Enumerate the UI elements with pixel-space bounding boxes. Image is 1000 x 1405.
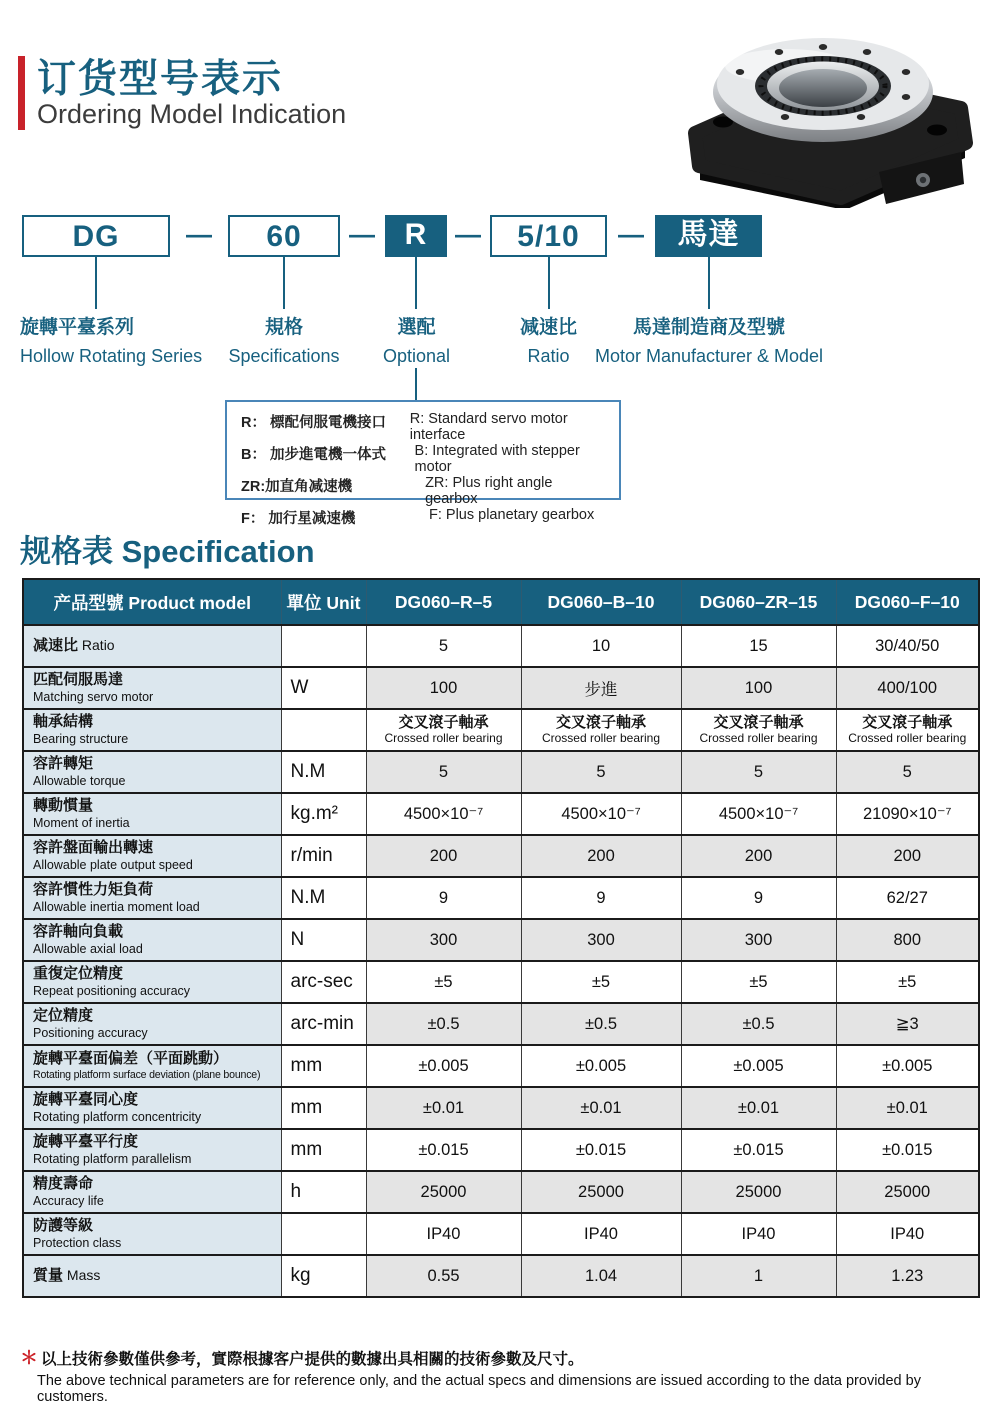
value-zh: 交叉滾子軸承	[713, 714, 804, 732]
row-label-zh: 匹配伺服馬達	[33, 671, 124, 689]
row-value-cell: ±5	[836, 961, 979, 1003]
row-unit-cell: mm	[281, 1087, 366, 1129]
value-zh: 交叉滾子軸承	[555, 714, 646, 732]
row-unit-cell: N.M	[281, 877, 366, 919]
optional-detail-zh: F： 加行星减速機	[241, 511, 356, 527]
model-code-box-1: 60	[228, 215, 340, 257]
optional-detail-zh: ZR:加直角减速機	[241, 479, 353, 495]
optional-detail-row	[241, 475, 605, 507]
row-unit-cell: h	[281, 1171, 366, 1213]
row-value-cell: 4500×10⁻⁷	[681, 793, 836, 835]
row-label-cell	[23, 1045, 281, 1087]
spec-table-row	[23, 1213, 979, 1255]
row-value-cell: 1	[681, 1255, 836, 1297]
row-label-en: Allowable torque	[33, 773, 126, 788]
row-label-zh: 轉動慣量	[33, 797, 94, 815]
spec-table-row	[23, 835, 979, 877]
row-value-cell: 5	[521, 751, 681, 793]
spec-table-row	[23, 1087, 979, 1129]
row-label-en: Protection class	[33, 1235, 122, 1250]
row-label-en: Rotating platform parallelism	[33, 1151, 192, 1166]
row-label-cell	[23, 1171, 281, 1213]
row-value-cell: ±0.015	[366, 1129, 521, 1171]
row-label-cell	[23, 961, 281, 1003]
model-code-box-4: 馬達	[655, 215, 762, 257]
code-label-zh: 選配	[397, 317, 436, 338]
row-unit-cell: mm	[281, 1129, 366, 1171]
asterisk-marker: ＊	[20, 1348, 38, 1368]
row-value-cell: ±0.5	[521, 1003, 681, 1045]
row-label-en: Repeat positioning accuracy	[33, 983, 191, 998]
value-en: Crossed roller bearing	[384, 731, 503, 746]
spec-column-header: DG060–F–10	[836, 579, 979, 625]
row-value-cell: ±5	[681, 961, 836, 1003]
spec-table-row	[23, 1045, 979, 1087]
optional-details-list	[225, 400, 621, 527]
row-value-cell: 10	[521, 625, 681, 667]
row-label-line	[33, 1267, 275, 1286]
connector-line	[548, 257, 550, 309]
row-value-cell: 200	[366, 835, 521, 877]
row-value-cell: 5	[366, 625, 521, 667]
row-value-cell: ≧3	[836, 1003, 979, 1045]
spec-table-row	[23, 1003, 979, 1045]
row-label-zh: 軸承結構	[33, 713, 94, 731]
value-en: Crossed roller bearing	[848, 731, 967, 746]
code-label-en: Ratio	[527, 346, 570, 366]
row-value-cell: 4500×10⁻⁷	[521, 793, 681, 835]
spec-table-row	[23, 1129, 979, 1171]
row-unit-cell	[281, 709, 366, 751]
row-label-en: Allowable axial load	[33, 941, 143, 956]
row-value-cell: 25000	[521, 1171, 681, 1213]
row-label-cell	[23, 625, 281, 667]
row-value-cell: 200	[521, 835, 681, 877]
row-value-cell: 300	[681, 919, 836, 961]
row-label-cell	[23, 709, 281, 751]
row-label-en: Mass	[63, 1266, 101, 1283]
row-value-cell: 9	[681, 877, 836, 919]
row-label-zh: 容許盤面輸出轉速	[33, 839, 154, 857]
spec-section-heading: 规格表 Specification	[20, 534, 315, 569]
row-label-zh: 旋轉平臺同心度	[33, 1091, 139, 1109]
row-label-cell	[23, 1213, 281, 1255]
row-value-cell: 25000	[836, 1171, 979, 1213]
row-value-cell: ±0.015	[836, 1129, 979, 1171]
spec-column-header: DG060–B–10	[521, 579, 681, 625]
row-label-zh: 容許軸向負載	[33, 923, 124, 941]
row-unit-cell: mm	[281, 1045, 366, 1087]
row-value-cell: 1.23	[836, 1255, 979, 1297]
row-value-cell: ±0.015	[521, 1129, 681, 1171]
row-value-cell: 0.55	[366, 1255, 521, 1297]
row-unit-cell: arc-sec	[281, 961, 366, 1003]
connector-line	[283, 257, 285, 309]
connector-line	[415, 257, 417, 309]
code-label-4	[584, 312, 834, 367]
row-label-en: Bearing structure	[33, 731, 129, 746]
row-value-cell	[836, 709, 979, 751]
row-label-cell	[23, 667, 281, 709]
row-value-cell: ±0.005	[681, 1045, 836, 1087]
row-value-cell: ±0.005	[521, 1045, 681, 1087]
row-label-cell	[23, 1087, 281, 1129]
row-label-en: Rotating platform concentricity	[33, 1109, 202, 1124]
optional-detail-en: F: Plus planetary gearbox	[429, 507, 595, 523]
row-label-cell	[23, 1129, 281, 1171]
row-label-zh: 旋轉平臺平行度	[33, 1133, 139, 1151]
row-label-en: Allowable plate output speed	[33, 857, 193, 872]
optional-connector-line	[415, 368, 417, 400]
connector-line	[95, 257, 97, 309]
connector-line	[708, 257, 710, 309]
row-unit-cell: arc-min	[281, 1003, 366, 1045]
row-label-zh: 防護等級	[33, 1217, 94, 1235]
row-value-cell: 25000	[681, 1171, 836, 1213]
optional-detail-en: ZR: Plus right angle gearbox	[425, 475, 553, 507]
code-label-en: Hollow Rotating Series	[20, 346, 203, 366]
row-value-cell: 步進	[521, 667, 681, 709]
row-value-cell: ±0.01	[366, 1087, 521, 1129]
footnote-zh: 以上技術參數僅供參考，實際根據客户提供的數據出具相關的技術參數及尺寸。	[41, 1351, 584, 1368]
row-value-cell: 300	[366, 919, 521, 961]
code-separator-dash: —	[349, 219, 375, 249]
value-en: Crossed roller bearing	[699, 731, 818, 746]
code-label-zh: 馬達制造商及型號	[632, 317, 785, 338]
row-label-zh: 减速比	[33, 636, 79, 654]
row-value-cell: 5	[366, 751, 521, 793]
row-value-cell: ±5	[366, 961, 521, 1003]
spec-table-row	[23, 961, 979, 1003]
value-en: Crossed roller bearing	[541, 731, 661, 746]
spec-column-header: DG060–R–5	[366, 579, 521, 625]
code-label-zh: 旋轉平臺系列	[20, 317, 135, 338]
spec-table-row	[23, 793, 979, 835]
code-label-en: Motor Manufacturer & Model	[594, 346, 824, 366]
row-label-zh: 旋轉平臺面偏差（平面跳動）	[33, 1050, 229, 1068]
footnote-zh-line	[20, 1344, 980, 1370]
value-zh: 交叉滾子軸承	[862, 714, 953, 732]
row-value-cell	[681, 709, 836, 751]
optional-detail-row	[241, 443, 605, 475]
row-value-cell: 4500×10⁻⁷	[366, 793, 521, 835]
row-value-cell: ±0.005	[836, 1045, 979, 1087]
row-label-cell	[23, 1003, 281, 1045]
row-value-cell: ±0.01	[521, 1087, 681, 1129]
row-value-cell: 30/40/50	[836, 625, 979, 667]
spec-column-header: 产品型號 Product model	[23, 579, 281, 625]
row-value-cell: ±0.01	[681, 1087, 836, 1129]
row-value-cell: ±0.5	[681, 1003, 836, 1045]
row-value-cell: 1.04	[521, 1255, 681, 1297]
row-value-cell: IP40	[521, 1213, 681, 1255]
row-label-zh: 質量	[33, 1266, 64, 1284]
code-label-en: Optional	[382, 346, 451, 366]
row-label-en: Accuracy life	[33, 1193, 104, 1208]
row-unit-cell: W	[281, 667, 366, 709]
row-value-cell: ±0.5	[366, 1003, 521, 1045]
row-label-cell	[23, 1255, 281, 1297]
row-label-cell	[23, 835, 281, 877]
row-value-cell: ±5	[521, 961, 681, 1003]
value-zh: 交叉滾子軸承	[398, 714, 489, 732]
row-unit-cell: kg	[281, 1255, 366, 1297]
spec-table	[22, 578, 980, 1298]
optional-detail-row	[241, 411, 605, 443]
model-code-box-0: DG	[22, 215, 170, 257]
row-value-cell: 200	[681, 835, 836, 877]
optional-detail-en: B: Integrated with stepper motor	[414, 443, 580, 475]
spec-table-body	[23, 625, 979, 1297]
page-title-zh: 订货型号表示	[37, 58, 284, 101]
row-value-cell	[521, 709, 681, 751]
optional-detail-row	[241, 507, 605, 528]
row-label-zh: 容許轉矩	[33, 755, 94, 773]
spec-table-row	[23, 709, 979, 751]
spec-table-row	[23, 1255, 979, 1297]
footnote-en: The above technical parameters are for reference only, and the actual specs and dimensions are issued according to the data provided by customers.	[37, 1373, 921, 1405]
spec-table-row	[23, 919, 979, 961]
code-label-2	[354, 312, 479, 367]
row-label-cell	[23, 877, 281, 919]
spec-table-row	[23, 751, 979, 793]
row-unit-cell: N.M	[281, 751, 366, 793]
row-label-en: Moment of inertia	[33, 815, 130, 830]
row-value-cell: ±0.015	[681, 1129, 836, 1171]
row-value-cell	[366, 709, 521, 751]
row-label-en: Rotating platform surface deviation (plane bounce)	[33, 1069, 261, 1082]
code-separator-dash: —	[186, 219, 212, 249]
code-separator-dash: —	[455, 219, 481, 249]
code-label-en: Specifications	[228, 346, 340, 366]
spec-column-header: 單位 Unit	[281, 579, 366, 625]
row-label-zh: 重復定位精度	[33, 965, 124, 983]
row-value-cell: 100	[681, 667, 836, 709]
row-value-cell: IP40	[836, 1213, 979, 1255]
spec-table-row	[23, 625, 979, 667]
footnote	[20, 1344, 980, 1405]
row-label-en: Matching servo motor	[33, 689, 154, 704]
row-value-cell: 400/100	[836, 667, 979, 709]
row-label-line	[33, 637, 275, 656]
code-label-zh: 規格	[264, 317, 303, 338]
row-unit-cell: r/min	[281, 835, 366, 877]
spec-table-header-row	[23, 579, 979, 625]
row-value-cell: 100	[366, 667, 521, 709]
row-label-en: Ratio	[78, 636, 115, 653]
optional-detail-zh: B： 加步進電機一体式	[241, 447, 386, 463]
row-value-cell: 9	[366, 877, 521, 919]
row-unit-cell: kg.m²	[281, 793, 366, 835]
row-value-cell: 5	[681, 751, 836, 793]
spec-table-row	[23, 1171, 979, 1213]
code-label-zh: 减速比	[519, 317, 577, 338]
row-value-cell: 21090×10⁻⁷	[836, 793, 979, 835]
optional-detail-en: R: Standard servo motor interface	[409, 411, 568, 443]
row-value-cell: 800	[836, 919, 979, 961]
model-code-box-3: 5/10	[490, 215, 607, 257]
row-label-zh: 精度壽命	[33, 1175, 94, 1193]
row-value-cell: ±0.01	[836, 1087, 979, 1129]
row-value-cell: 5	[836, 751, 979, 793]
row-value-cell: 15	[681, 625, 836, 667]
spec-table-row	[23, 877, 979, 919]
row-value-cell: 300	[521, 919, 681, 961]
row-label-cell	[23, 919, 281, 961]
row-label-zh: 定位精度	[33, 1007, 94, 1025]
row-unit-cell: N	[281, 919, 366, 961]
page-title-en: Ordering Model Indication	[37, 99, 347, 129]
row-label-en: Allowable inertia moment load	[33, 899, 200, 914]
row-label-en: Positioning accuracy	[33, 1025, 148, 1040]
row-value-cell: 62/27	[836, 877, 979, 919]
row-value-cell: ±0.005	[366, 1045, 521, 1087]
row-value-cell: IP40	[366, 1213, 521, 1255]
row-value-cell: IP40	[681, 1213, 836, 1255]
optional-detail-zh: R： 標配伺服電機接口	[241, 415, 386, 431]
row-label-cell	[23, 751, 281, 793]
row-value-cell: 25000	[366, 1171, 521, 1213]
code-separator-dash: —	[618, 219, 644, 249]
spec-table-row	[23, 667, 979, 709]
row-value-cell: 200	[836, 835, 979, 877]
row-unit-cell	[281, 1213, 366, 1255]
code-label-1	[214, 312, 354, 367]
spec-column-header: DG060–ZR–15	[681, 579, 836, 625]
row-value-cell: 9	[521, 877, 681, 919]
row-unit-cell	[281, 625, 366, 667]
row-label-cell	[23, 793, 281, 835]
model-code-box-2: R	[385, 215, 447, 257]
row-label-zh: 容許慣性力矩負荷	[33, 881, 154, 899]
